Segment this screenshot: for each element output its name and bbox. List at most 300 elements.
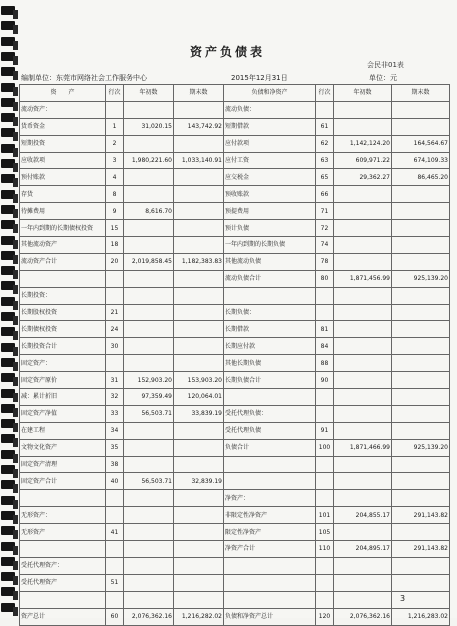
binding-ring	[13, 117, 18, 126]
table-cell	[392, 220, 450, 237]
table-cell	[224, 557, 316, 574]
table-cell: 51	[106, 574, 124, 591]
table-cell	[334, 456, 392, 473]
table-cell: 24	[106, 321, 124, 338]
binding-ring	[13, 163, 18, 172]
table-cell: 受托代理资产：	[20, 557, 106, 574]
table-cell: 长期股权投资	[20, 304, 106, 321]
table-row	[20, 287, 450, 304]
table-cell: 120	[316, 608, 334, 625]
table-row	[20, 338, 450, 355]
table-cell	[334, 557, 392, 574]
table-cell: 1,871,466.99	[334, 439, 392, 456]
table-cell: 1	[106, 118, 124, 135]
table-cell: 33	[106, 405, 124, 422]
table-cell: 应交税金	[224, 169, 316, 186]
table-cell	[174, 220, 224, 237]
table-cell	[392, 118, 450, 135]
table-cell	[392, 203, 450, 220]
table-cell: 固定资产原价	[20, 372, 106, 389]
table-cell: 35	[106, 439, 124, 456]
table-cell	[334, 490, 392, 507]
table-cell	[334, 389, 392, 406]
table-cell: 2,019,858.45	[124, 253, 174, 270]
binding-ring	[13, 438, 18, 447]
table-cell: 长期投资：	[20, 287, 106, 304]
table-cell	[392, 253, 450, 270]
table-cell	[224, 473, 316, 490]
table-cell	[392, 490, 450, 507]
binding-ring	[13, 469, 18, 478]
table-cell: 60	[106, 608, 124, 625]
table-cell	[316, 473, 334, 490]
table-cell	[334, 574, 392, 591]
table-cell: 负债和净资产总计	[224, 608, 316, 625]
table-cell: 文物文化资产	[20, 439, 106, 456]
table-row	[20, 304, 450, 321]
table-cell: 2,076,362.16	[124, 608, 174, 625]
table-cell: 18	[106, 237, 124, 254]
binding-ring	[13, 362, 18, 371]
table-cell	[20, 270, 106, 287]
table-row	[20, 372, 450, 389]
company-field: 编制单位：东莞市网络社会工作服务中心	[21, 74, 147, 82]
table-cell	[224, 574, 316, 591]
header-cell: 年初数	[124, 85, 174, 102]
table-cell: 31,020.15	[124, 118, 174, 135]
table-cell	[316, 574, 334, 591]
table-cell	[124, 439, 174, 456]
table-cell: 30	[106, 338, 124, 355]
table-cell	[124, 557, 174, 574]
table-cell	[124, 101, 174, 118]
table-cell	[124, 287, 174, 304]
table-cell	[316, 490, 334, 507]
table-cell	[334, 220, 392, 237]
binding-ring	[13, 515, 18, 524]
table-cell: 204,895.17	[334, 541, 392, 558]
binding-ring	[13, 71, 18, 80]
table-cell: 21	[106, 304, 124, 321]
table-cell: 短期借款	[224, 118, 316, 135]
table-cell	[334, 405, 392, 422]
table-cell	[20, 591, 106, 608]
table-cell	[124, 524, 174, 541]
table-cell	[174, 203, 224, 220]
table-cell	[20, 541, 106, 558]
table-cell	[392, 304, 450, 321]
table-cell: 预计负债	[224, 220, 316, 237]
report-date: 2015年12月31日	[231, 74, 288, 82]
table-cell: 291,143.82	[392, 507, 450, 524]
table-cell	[106, 541, 124, 558]
table-cell: 40	[106, 473, 124, 490]
table-cell: 受托代理负债：	[224, 405, 316, 422]
table-cell: 1,182,383.83	[174, 253, 224, 270]
table-cell: 8,616.70	[124, 203, 174, 220]
binding-ring	[13, 500, 18, 509]
table-row	[20, 321, 450, 338]
binding-ring	[13, 561, 18, 570]
table-cell: 1,980,221.60	[124, 152, 174, 169]
table-cell	[174, 270, 224, 287]
table-cell	[106, 355, 124, 372]
table-cell	[334, 321, 392, 338]
table-cell	[392, 557, 450, 574]
binding-ring	[13, 546, 18, 555]
header-cell: 行次	[106, 85, 124, 102]
table-cell: 流动负债合计	[224, 270, 316, 287]
table-cell: 长期应付款	[224, 338, 316, 355]
table-cell	[334, 591, 392, 608]
table-cell: 56,503.71	[124, 405, 174, 422]
table-cell: 预付账款	[20, 169, 106, 186]
table-cell	[124, 507, 174, 524]
table-cell	[106, 490, 124, 507]
table-cell: 609,971.22	[334, 152, 392, 169]
table-cell: 减：累计折旧	[20, 389, 106, 406]
table-row	[20, 439, 450, 456]
table-cell: 291,143.82	[392, 541, 450, 558]
table-cell: 应收款项	[20, 152, 106, 169]
table-cell	[174, 135, 224, 152]
table-cell: 长期投资合计	[20, 338, 106, 355]
table-row	[20, 541, 450, 558]
table-cell	[174, 355, 224, 372]
table-cell: 存货	[20, 186, 106, 203]
table-cell: 其他流动资产	[20, 237, 106, 254]
binding-ring	[13, 87, 18, 96]
binding-ring	[13, 423, 18, 432]
table-cell: 80	[316, 270, 334, 287]
table-cell: 净资产合计	[224, 541, 316, 558]
table-cell	[316, 101, 334, 118]
header-cell: 资 产	[20, 85, 106, 102]
table-cell: 应付款项	[224, 135, 316, 152]
table-cell	[174, 422, 224, 439]
table-cell	[316, 591, 334, 608]
table-cell	[106, 287, 124, 304]
table-cell: 其他流动负债	[224, 253, 316, 270]
table-cell: 流动资产：	[20, 101, 106, 118]
table-cell	[174, 524, 224, 541]
binding-ring	[13, 393, 18, 402]
table-row	[20, 186, 450, 203]
table-cell: 固定资产清理	[20, 456, 106, 473]
table-cell	[224, 389, 316, 406]
table-cell	[174, 101, 224, 118]
table-row	[20, 169, 450, 186]
table-cell	[124, 186, 174, 203]
table-row	[20, 101, 450, 118]
binding-ring	[13, 270, 18, 279]
table-cell	[124, 135, 174, 152]
table-cell	[316, 304, 334, 321]
binding-ring	[13, 56, 18, 65]
table-cell: 无形资产	[20, 524, 106, 541]
table-cell: 资产总计	[20, 608, 106, 625]
table-cell	[334, 101, 392, 118]
binding-ring	[13, 576, 18, 585]
table-cell: 71	[316, 203, 334, 220]
binding-ring	[13, 10, 18, 19]
table-cell: 在建工程	[20, 422, 106, 439]
binding-ring	[13, 194, 18, 203]
table-cell: 152,903.20	[124, 372, 174, 389]
table-cell	[392, 456, 450, 473]
table-cell	[174, 338, 224, 355]
table-cell: 81	[316, 321, 334, 338]
table-cell: 1,216,283.02	[392, 608, 450, 625]
table-cell: 20	[106, 253, 124, 270]
table-cell: 84	[316, 338, 334, 355]
table-cell	[316, 557, 334, 574]
table-cell: 925,139.20	[392, 270, 450, 287]
table-cell: 32,839.19	[174, 473, 224, 490]
table-cell: 4	[106, 169, 124, 186]
binding-ring	[13, 316, 18, 325]
table-cell	[106, 557, 124, 574]
binding-ring	[13, 607, 18, 616]
header-cell: 负债和净资产	[224, 85, 316, 102]
table-cell	[224, 287, 316, 304]
table-cell	[106, 270, 124, 287]
table-cell: 63	[316, 152, 334, 169]
header-cell: 期末数	[174, 85, 224, 102]
table-cell	[392, 372, 450, 389]
table-cell: 1,142,124.20	[334, 135, 392, 152]
table-cell: 153,903.20	[174, 372, 224, 389]
table-row	[20, 405, 450, 422]
table-cell	[124, 355, 174, 372]
table-row	[20, 355, 450, 372]
table-cell: 长期负债：	[224, 304, 316, 321]
table-cell: 101	[316, 507, 334, 524]
table-cell	[124, 270, 174, 287]
table-cell: 负债合计	[224, 439, 316, 456]
table-cell	[334, 338, 392, 355]
table-cell: 110	[316, 541, 334, 558]
table-row	[20, 220, 450, 237]
table-row	[20, 152, 450, 169]
binding-ring	[13, 209, 18, 218]
table-cell	[174, 304, 224, 321]
table-cell: 2	[106, 135, 124, 152]
table-cell: 其他长期负债	[224, 355, 316, 372]
table-cell: 应付工资	[224, 152, 316, 169]
table-cell	[334, 304, 392, 321]
table-cell	[174, 574, 224, 591]
table-cell: 120,064.01	[174, 389, 224, 406]
table-cell: 65	[316, 169, 334, 186]
table-cell	[334, 237, 392, 254]
binding-ring	[13, 240, 18, 249]
table-cell: 143,742.92	[174, 118, 224, 135]
table-row	[20, 270, 450, 287]
table-cell: 1,216,282.02	[174, 608, 224, 625]
table-cell: 一年内到期的长期债权投资	[20, 220, 106, 237]
table-cell	[174, 507, 224, 524]
table-cell	[124, 169, 174, 186]
table-cell: 164,564.67	[392, 135, 450, 152]
table-cell	[334, 287, 392, 304]
table-cell	[124, 456, 174, 473]
table-cell	[334, 524, 392, 541]
table-cell: 流动负债：	[224, 101, 316, 118]
binding-ring	[13, 41, 18, 50]
table-cell: 29,362.27	[334, 169, 392, 186]
table-cell: 33,839.19	[174, 405, 224, 422]
table-row	[20, 203, 450, 220]
table-cell: 72	[316, 220, 334, 237]
table-cell	[124, 220, 174, 237]
table-cell: 78	[316, 253, 334, 270]
form-code: 会民非01表	[367, 61, 404, 69]
table-cell	[124, 237, 174, 254]
table-cell: 净资产：	[224, 490, 316, 507]
table-cell: 105	[316, 524, 334, 541]
table-cell: 短期投资	[20, 135, 106, 152]
table-cell	[392, 321, 450, 338]
table-cell	[334, 422, 392, 439]
binding-ring	[13, 377, 18, 386]
table-cell: 长期借款	[224, 321, 316, 338]
table-cell	[106, 591, 124, 608]
balance-sheet-table	[19, 84, 450, 626]
page-number: 3	[400, 594, 406, 603]
table-cell	[392, 574, 450, 591]
header-cell: 年初数	[334, 85, 392, 102]
unit-label: 单位：元	[369, 74, 397, 82]
table-cell	[174, 237, 224, 254]
binding-ring	[13, 224, 18, 233]
table-cell: 38	[106, 456, 124, 473]
table-cell	[334, 355, 392, 372]
table-cell	[174, 490, 224, 507]
table-cell: 1,033,140.91	[174, 152, 224, 169]
table-row	[20, 456, 450, 473]
table-cell: 8	[106, 186, 124, 203]
table-cell: 非限定性净资产	[224, 507, 316, 524]
table-cell: 固定资产：	[20, 355, 106, 372]
binding-ring	[13, 25, 18, 34]
table-cell	[124, 338, 174, 355]
table-cell	[174, 321, 224, 338]
table-cell: 流动资产合计	[20, 253, 106, 270]
table-cell: 一年内到期的长期负债	[224, 237, 316, 254]
table-cell	[106, 101, 124, 118]
document-title: 资产负债表	[190, 45, 266, 59]
table-cell: 固定资产净值	[20, 405, 106, 422]
table-cell	[124, 422, 174, 439]
table-cell	[392, 338, 450, 355]
binding-ring	[13, 454, 18, 463]
table-cell	[334, 473, 392, 490]
binding-ring	[13, 255, 18, 264]
table-cell	[174, 557, 224, 574]
table-cell	[124, 591, 174, 608]
binding-ring	[13, 408, 18, 417]
table-row	[20, 389, 450, 406]
table-cell: 100	[316, 439, 334, 456]
table-cell	[334, 118, 392, 135]
binding-ring	[13, 102, 18, 111]
table-row	[20, 237, 450, 254]
binding-ring	[13, 148, 18, 157]
table-cell: 15	[106, 220, 124, 237]
table-cell	[334, 253, 392, 270]
binding-ring	[13, 132, 18, 141]
table-cell: 31	[106, 372, 124, 389]
table-cell	[174, 439, 224, 456]
table-row	[20, 557, 450, 574]
table-cell	[316, 287, 334, 304]
binding-ring	[13, 530, 18, 539]
table-cell: 受托代理资产	[20, 574, 106, 591]
table-row	[20, 135, 450, 152]
binding-ring	[13, 285, 18, 294]
table-row	[20, 507, 450, 524]
table-cell	[392, 389, 450, 406]
table-cell	[334, 372, 392, 389]
table-row	[20, 118, 450, 135]
table-cell	[316, 456, 334, 473]
table-cell: 预收账款	[224, 186, 316, 203]
header-cell: 行次	[316, 85, 334, 102]
table-cell: 长期债权投资	[20, 321, 106, 338]
table-cell: 62	[316, 135, 334, 152]
table-cell	[334, 203, 392, 220]
table-cell: 86,465.20	[392, 169, 450, 186]
table-cell: 74	[316, 237, 334, 254]
table-cell	[174, 541, 224, 558]
table-cell: 限定性净资产	[224, 524, 316, 541]
table-cell	[316, 389, 334, 406]
table-cell	[392, 422, 450, 439]
table-cell	[224, 591, 316, 608]
table-row	[20, 524, 450, 541]
table-cell	[392, 473, 450, 490]
binding-ring	[13, 347, 18, 356]
table-row	[20, 574, 450, 591]
table-cell: 91	[316, 422, 334, 439]
table-cell	[316, 405, 334, 422]
binding-holes	[0, 0, 20, 618]
table-cell: 34	[106, 422, 124, 439]
table-row	[20, 591, 450, 608]
table-cell	[334, 186, 392, 203]
table-cell: 预提费用	[224, 203, 316, 220]
table-header-row	[20, 85, 450, 102]
table-cell	[392, 186, 450, 203]
table-cell: 长期负债合计	[224, 372, 316, 389]
table-cell	[224, 456, 316, 473]
table-cell: 61	[316, 118, 334, 135]
table-cell	[20, 490, 106, 507]
table-cell: 97,359.49	[124, 389, 174, 406]
table-cell	[174, 186, 224, 203]
table-cell	[174, 287, 224, 304]
table-cell	[124, 574, 174, 591]
table-cell	[392, 524, 450, 541]
table-cell: 无形资产：	[20, 507, 106, 524]
table-cell	[106, 507, 124, 524]
binding-ring	[13, 178, 18, 187]
table-cell	[392, 237, 450, 254]
table-cell: 66	[316, 186, 334, 203]
table-row	[20, 473, 450, 490]
table-cell: 674,109.33	[392, 152, 450, 169]
